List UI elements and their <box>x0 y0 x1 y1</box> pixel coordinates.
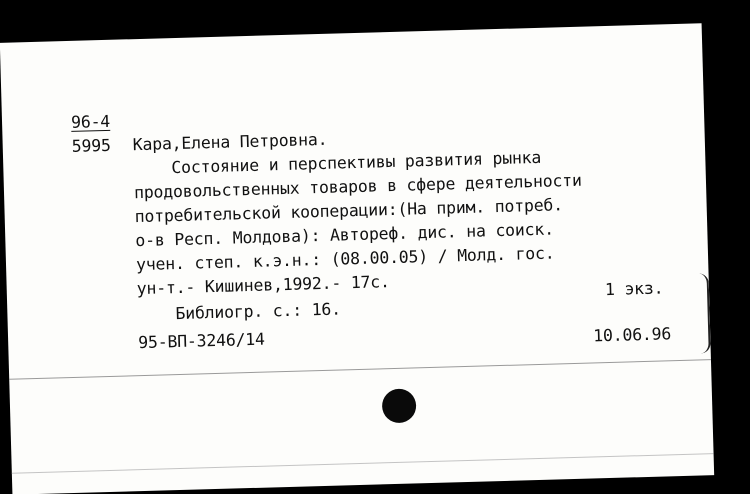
registration-code: 95-ВП-3246/14 <box>137 329 266 353</box>
catalog-card <box>0 23 714 494</box>
inventory-number: 5995 <box>71 135 111 156</box>
category-code: 96-4 <box>70 111 111 132</box>
body-line-1: Состояние и перспективы развития рынка <box>171 147 542 178</box>
body-line-6: ун-т.- Кишинев,1992.- 17с. <box>136 272 391 299</box>
author-name: Кара,Елена Петровна. <box>132 129 328 155</box>
edge-bracket-mark <box>693 273 711 353</box>
accession-date: 10.06.96 <box>592 324 672 346</box>
copies-count: 1 экз. <box>604 278 664 300</box>
card-fold-line <box>9 359 711 380</box>
body-line-2: продовольственных товаров в сфере деятельности <box>133 170 582 203</box>
body-line-5: учен. степ. к.э.н.: (08.00.05) / Молд. гос. <box>135 243 555 275</box>
card-bottom-line <box>12 453 714 474</box>
body-line-4: о-в Респ. Молдова): Автореф. дис. на соиск. <box>135 219 555 251</box>
body-line-3: потребительской кооперации:(На прим. потреб. <box>134 195 564 227</box>
bibliography-note: Библиогр. с.: 16. <box>175 299 342 324</box>
punch-hole <box>382 388 417 423</box>
